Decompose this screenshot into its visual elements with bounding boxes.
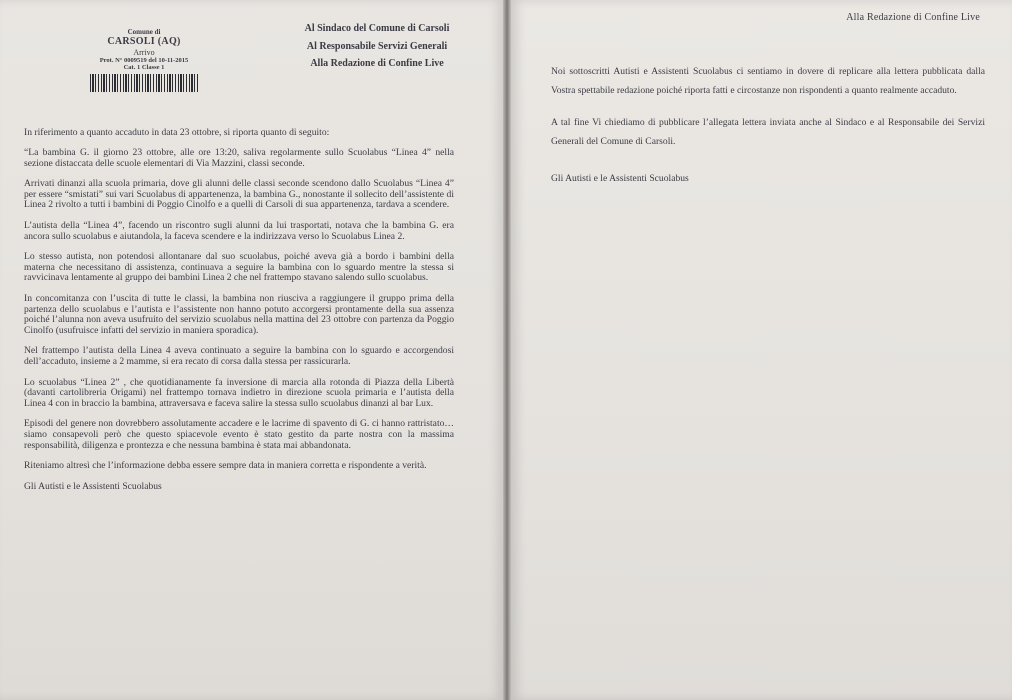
letter-page-left [0,0,503,700]
letter-paragraph: Riteniamo altresì che l’informazione debba essere sempre data in maniera corretta e rispondente a verità. [24,460,427,472]
addressee-editorial: Alla Redazione di Confine Live [310,58,444,69]
letter-paragraph: L’autista della “Linea 4”, facendo un riscontro sugli alunni da lui trasportati, notava che la bambina G. era ancora sullo scuolabus e aiutandola, la faceva scendere e la indirizzava verso lo Scuolabus Linea 2. [24,219,454,242]
cover-paragraph: Noi sottoscritti Autisti e Assistenti Scuolabus ci sentiamo in dovere di replicare alla lettera pubblicata dalla Vostra spettabile redazione poiché riporta fatti e circostanze non rispondenti a quanto realmente accaduto. [551,66,985,96]
letter-intro: In riferimento a quanto accaduto in data 23 ottobre, si riporta quanto di seguito: [24,127,330,138]
addressee-mayor: Al Sindaco del Comune di Carsoli [304,23,450,34]
stamp-town: CARSOLI (AQ) [107,36,181,48]
letter-page-right [511,0,1012,700]
letter-paragraph: Arrivati dinanzi alla scuola primaria, dove gli alunni delle classi seconde scendono dallo Scuolabus “Linea 4” per essere “smistati” sui vari Scuolabus di appartenenza, la bambina G., nonostante il sollecito dell’assistente di Linea 2 rivolto a tutti i bambini di Poggio Cinolfo e a quelli di Carsoli di sua appartenenza, tardava a scendere. [24,177,454,211]
stamp-category: Cat. 1 Classe 1 [123,64,165,72]
letter-paragraph: In concomitanza con l’uscita di tutte le classi, la bambina non riusciva a raggiungere il gruppo prima della partenza dello scuolabus e l’autista e l’assistente non hanno potuto accorgersi prontamente della sua assenza poiché l’alunna non aveva usufruito del servizio scuolabus nella mattina del 23 ottobre con partenza da Poggio Cinolfo (usufruisce infatti del servizio in maniera sporadica). [24,292,454,337]
stamp-arrivo: Arrivo [133,47,155,57]
protocol-stamp [78,28,210,92]
cover-recipient: Alla Redazione di Confine Live [846,12,980,23]
letter-paragraph: Lo stesso autista, non potendosi allontanare dal suo scuolabus, poiché aveva già a bordo i bambini della materna che necessitano di assistenza, continuava a seguire la bambina con lo sguardo mentre la stessa si ravvicinava lentamente al gruppo dei bambini Linea 2 che nel frattempo stavano salendo sullo scuolabus. [24,250,454,284]
letter-paragraph: Lo scuolabus “Linea 2” , che quotidianamente fa inversione di marcia alla rotonda di Piazza della Libertà (davanti cartolibreria Origami) nel frattempo tornava indietro in direzione scuola primaria e l’autista della Linea 4 con in braccio la bambina, attraversava e faceva salire la stessa sullo scuolabus dinanzi al bar Lux. [24,376,454,410]
cover-letter-body [551,62,985,188]
stamp-protocol-number: Prot. N° 0009519 del 10-11-2015 [99,56,189,64]
letter-signature: Gli Autisti e le Assistenti Scuolabus [24,480,162,492]
letter-paragraph: Episodi del genere non dovrebbero assolutamente accadere e le lacrime di spavento di G. ci hanno rattristato… siamo consapevoli però che questo spiacevole evento è stato gestito da parte nostra con la massima responsabilità, diligenza e prontezza e che nessuna bambina è stata mai abbandonata. [24,418,454,452]
cover-signature: Gli Autisti e le Assistenti Scuolabus [551,173,689,184]
addressee-services: Al Responsabile Servizi Generali [306,40,448,52]
page-fold [503,0,511,700]
letter-body [24,128,454,492]
letter-paragraph: “La bambina G. il giorno 23 ottobre, alle ore 13:20, saliva regolarmente sullo Scuolabus “Linea 4” nella sezione distaccata delle scuole elementari di Via Mazzini, classi seconde. [24,146,454,169]
letter-paragraph: Nel frattempo l’autista della Linea 4 aveva continuato a seguire la bambina con lo sguardo e accorgendosi dell’accaduto, insieme a 2 mamme, si era recato di corsa dalla stessa per rassicurarla. [24,345,454,368]
addressee-block [292,20,462,73]
barcode [90,74,198,92]
stamp-comune-di: Comune di [127,28,161,36]
cover-paragraph: A tal fine Vi chiediamo di pubblicare l’allegata lettera inviata anche al Sindaco e al Responsabile dei Servizi Generali del Comune di Carsoli. [551,117,985,147]
